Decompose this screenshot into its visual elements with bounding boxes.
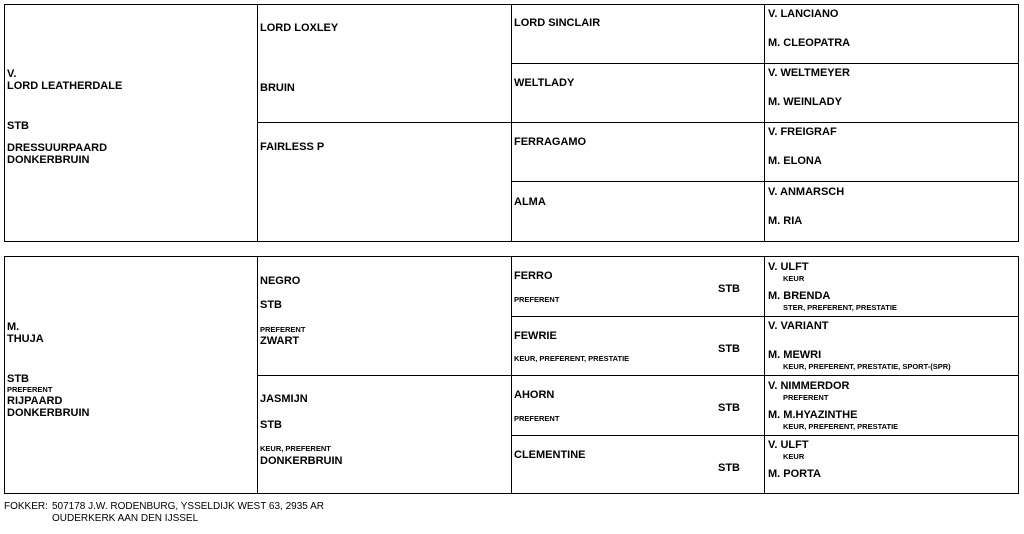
gen4-name: M. MEWRI <box>768 349 822 361</box>
predicate: PREFERENT <box>7 385 53 394</box>
gen4-name: M. PORTA <box>768 468 821 480</box>
dam-dam-stud: STB <box>260 419 282 431</box>
gen3-name: ALMA <box>514 196 546 208</box>
gen3-stud: STB <box>718 402 740 414</box>
gen3-name: FEWRIE <box>514 330 557 342</box>
divider <box>511 63 1019 64</box>
gen3-name: AHORN <box>514 389 555 401</box>
horse-color: DONKERBRUIN <box>7 407 90 419</box>
sire-sire-color: BRUIN <box>260 82 295 94</box>
horse-type: DRESSUURPAARD <box>7 142 108 154</box>
horse-name: LORD LEATHERDALE <box>7 80 123 92</box>
gen4-name: M. BRENDA <box>768 290 831 302</box>
divider <box>257 122 1019 123</box>
dam-dam-predicate: KEUR, PREFERENT <box>260 444 331 453</box>
gen3-name: FERRAGAMO <box>514 136 587 148</box>
sire-sire-name: LORD LOXLEY <box>260 22 339 34</box>
breeder-label: FOKKER: <box>4 501 48 512</box>
gen4-predicate: KEUR <box>783 274 805 283</box>
horse-name: THUJA <box>7 333 44 345</box>
gen4-predicate: KEUR <box>783 452 805 461</box>
sire-dam-name: FAIRLESS P <box>260 141 325 153</box>
gen4-name: V. ULFT <box>768 439 809 451</box>
gen3-name: CLEMENTINE <box>514 449 586 461</box>
gen4-name: M. WEINLADY <box>768 96 842 108</box>
gen4-name: V. ULFT <box>768 261 809 273</box>
gen4-name: M. M.HYAZINTHE <box>768 409 858 421</box>
gen4-name: V. NIMMERDOR <box>768 380 850 392</box>
gen4-predicate: PREFERENT <box>783 393 829 402</box>
gen4-predicate: KEUR, PREFERENT, PRESTATIE <box>783 422 899 431</box>
gen4-name: V. WELTMEYER <box>768 67 850 79</box>
horse-color: DONKERBRUIN <box>7 154 90 166</box>
divider <box>511 4 512 242</box>
gen4-name: M. RIA <box>768 215 803 227</box>
gen4-predicate: STER, PREFERENT, PRESTATIE <box>783 303 897 312</box>
gen4-name: M. CLEOPATRA <box>768 37 851 49</box>
horse-prefix: M. <box>7 321 20 333</box>
divider <box>511 181 1019 182</box>
divider <box>764 4 765 242</box>
horse-prefix: V. <box>7 68 17 80</box>
dam-sire-predicate: PREFERENT <box>260 325 306 334</box>
gen4-predicate: KEUR, PREFERENT, PRESTATIE, SPORT-(SPR) <box>783 362 951 371</box>
dam-sire-name: NEGRO <box>260 275 301 287</box>
dam-sire-stud: STB <box>260 299 282 311</box>
breeder-address-line2: OUDERKERK AAN DEN IJSSEL <box>52 513 199 524</box>
gen4-name: V. VARIANT <box>768 320 829 332</box>
divider <box>257 4 258 242</box>
gen3-stud: STB <box>718 283 740 295</box>
gen4-name: M. ELONA <box>768 155 822 167</box>
gen3-name: LORD SINCLAIR <box>514 17 601 29</box>
breeder-address-line1: 507178 J.W. RODENBURG, YSSELDIJK WEST 63, 2935 AR <box>52 501 324 512</box>
gen3-name: FERRO <box>514 270 553 282</box>
divider <box>511 316 1019 317</box>
gen3-predicate: PREFERENT <box>514 414 560 423</box>
stud-book: STB <box>7 373 29 385</box>
gen3-stud: STB <box>718 343 740 355</box>
gen3-predicate: PREFERENT <box>514 295 560 304</box>
gen3-predicate: KEUR, PREFERENT, PRESTATIE <box>514 354 630 363</box>
dam-sire-color: ZWART <box>260 335 300 347</box>
gen4-name: V. FREIGRAF <box>768 126 837 138</box>
dam-dam-color: DONKERBRUIN <box>260 455 343 467</box>
divider <box>257 375 1019 376</box>
gen4-name: V. ANMARSCH <box>768 186 845 198</box>
stud-book: STB <box>7 120 29 132</box>
divider <box>511 435 1019 436</box>
gen3-name: WELTLADY <box>514 77 575 89</box>
horse-type: RIJPAARD <box>7 395 63 407</box>
gen4-name: V. LANCIANO <box>768 8 839 20</box>
dam-dam-name: JASMIJN <box>260 393 308 405</box>
gen3-stud: STB <box>718 462 740 474</box>
